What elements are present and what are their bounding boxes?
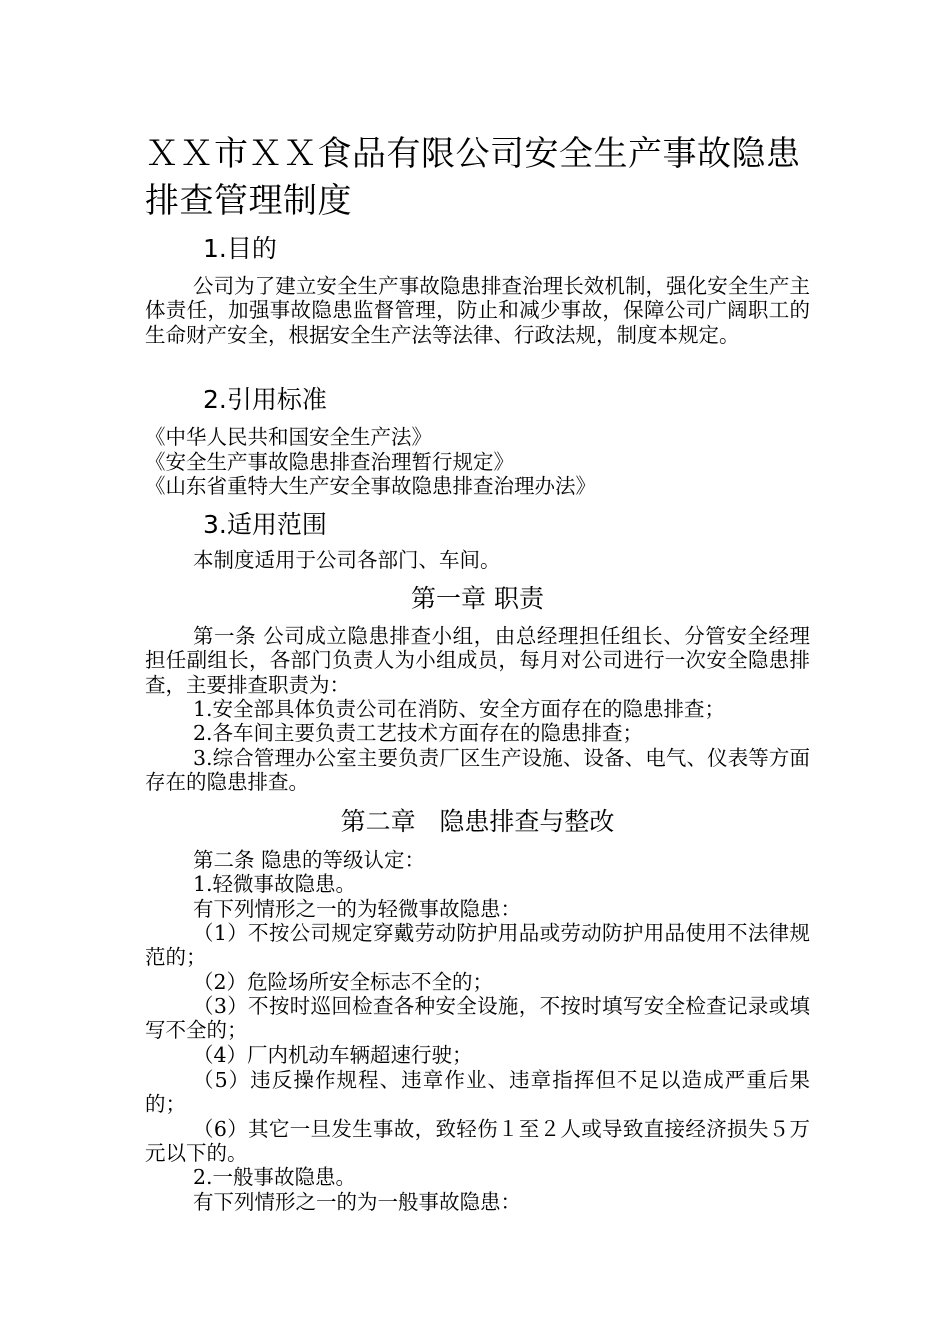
- chapter2-article2: 第二条 隐患的等级认定：: [193, 848, 426, 872]
- section-purpose-heading: 1.目的: [203, 234, 277, 263]
- section-scope-heading: 3.适用范围: [203, 510, 327, 539]
- minor-hazard-item: （4）厂内机动车辆超速行驶；: [193, 1043, 473, 1067]
- duty-item: 2.各车间主要负责工艺技术方面存在的隐患排查；: [193, 721, 644, 745]
- section-purpose-text: 公司为了建立安全生产事故隐患排查治理长效机制，强化安全生产主体责任，加强事故隐患监督管理，防止和减少事故，保障公司广阔职工的生命财产安全，根据安全生产法等法律、行政法规，制度本规定。: [145, 274, 810, 347]
- minor-hazard-item: （3）不按时巡回检查各种安全设施，不按时填写安全检查记录或填写不全的；: [145, 994, 810, 1043]
- duty-item: 1.安全部具体负责公司在消防、安全方面存在的隐患排查；: [193, 697, 726, 721]
- section-scope-text: 本制度适用于公司各部门、车间。: [193, 548, 501, 572]
- standard-item: 《中华人民共和国安全生产法》: [145, 425, 432, 449]
- minor-hazard-intro: 有下列情形之一的为轻微事故隐患：: [193, 897, 521, 921]
- minor-hazard-item: （1）不按公司规定穿戴劳动防护用品或劳动防护用品使用不法律规范的；: [145, 921, 810, 970]
- general-hazard-intro: 有下列情形之一的为一般事故隐患：: [193, 1190, 521, 1214]
- chapter1-heading: 第一章 职责: [411, 584, 544, 613]
- general-hazard-title: 2.一般事故隐患。: [193, 1165, 357, 1189]
- section-standards-heading: 2.引用标准: [203, 385, 327, 414]
- minor-hazard-item: （5）违反操作规程、违章作业、违章指挥但不足以造成严重后果的；: [145, 1068, 810, 1117]
- chapter1-article1: 第一条 公司成立隐患排查小组，由总经理担任组长、分管安全经理担任副组长，各部门负责人为小组成员，每月对公司进行一次安全隐患排查，主要排查职责为：: [145, 624, 810, 697]
- standard-item: 《安全生产事故隐患排查治理暂行规定》: [145, 450, 514, 474]
- minor-hazard-title: 1.轻微事故隐患。: [193, 872, 357, 896]
- minor-hazard-item: （2）危险场所安全标志不全的；: [193, 970, 494, 994]
- minor-hazard-item: （6）其它一旦发生事故，致轻伤１至２人或导致直接经济损失５万元以下的。: [145, 1117, 810, 1166]
- standard-item: 《山东省重特大生产安全事故隐患排查治理办法》: [145, 474, 596, 498]
- document-title: ＸＸ市ＸＸ食品有限公司安全生产事故隐患排查管理制度: [145, 134, 801, 221]
- chapter2-heading: 第二章 隐患排查与整改: [340, 807, 615, 836]
- duty-item: 3.综合管理办公室主要负责厂区生产设施、设备、电气、仪表等方面存在的隐患排查。: [145, 746, 810, 795]
